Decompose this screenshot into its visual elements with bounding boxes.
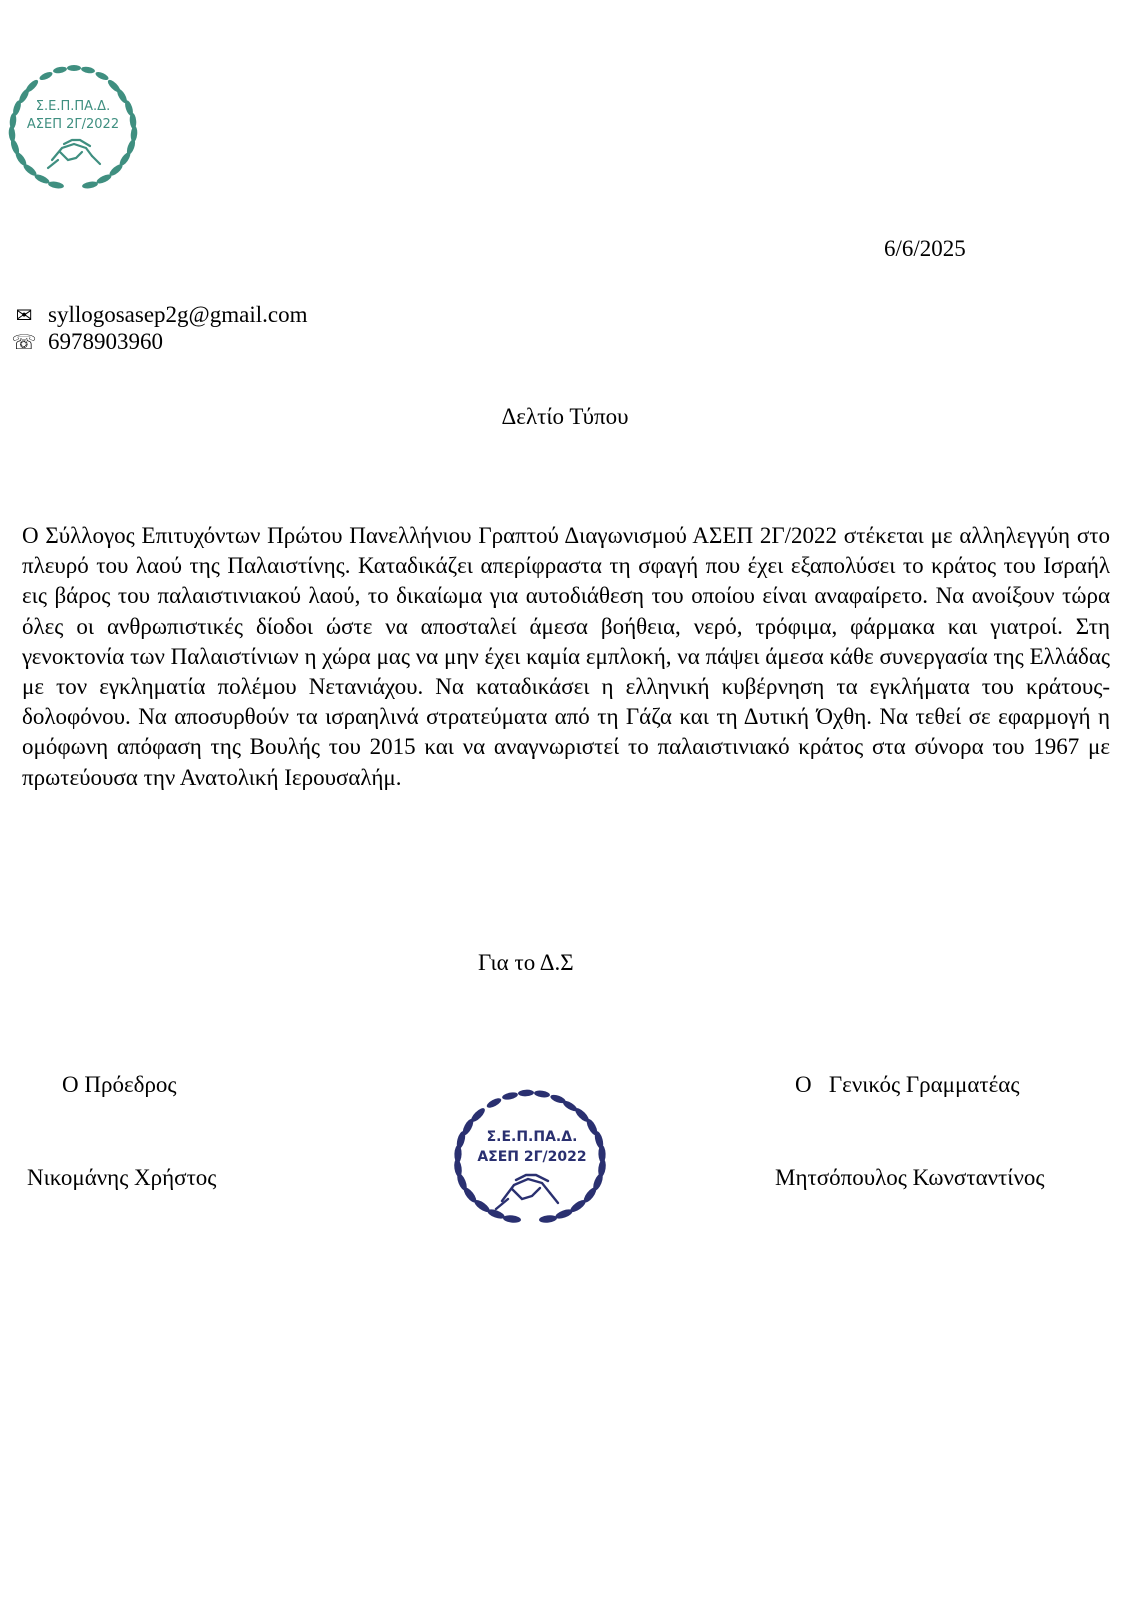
organization-logo <box>2 56 144 198</box>
secretary-name: Μητσόπουλος Κωνσταντίνος <box>775 1165 1045 1190</box>
stamp-handshake-icon <box>496 1175 558 1209</box>
secretary-title: Ο Γενικός Γραμματέας <box>795 1072 1020 1097</box>
for-board-line: Για το Δ.Σ <box>478 950 574 975</box>
president-title: Ο Πρόεδρος <box>62 1072 177 1097</box>
email-address: syllogosasep2g@gmail.com <box>48 302 308 327</box>
contact-email-row <box>10 302 307 328</box>
phone-number: 6978903960 <box>48 329 163 354</box>
telephone-icon: ☏ <box>11 330 37 354</box>
organization-stamp <box>440 1075 620 1235</box>
logo-line-2: ΑΣΕΠ 2Γ/2022 <box>26 117 120 132</box>
logo-line-1: Σ.Ε.Π.ΠΑ.Δ. <box>35 99 111 114</box>
contact-phone-row <box>10 329 163 355</box>
stamp-line-2: ΑΣΕΠ 2Γ/2022 <box>477 1149 587 1165</box>
stamp-wreath <box>440 1075 620 1235</box>
stamp-line-1: Σ.Ε.Π.ΠΑ.Δ. <box>486 1129 578 1145</box>
president-name: Νικομάνης Χρήστος <box>27 1165 217 1190</box>
handshake-icon <box>48 140 100 168</box>
press-release-body: Ο Σύλλογος Επιτυχόντων Πρώτου Πανελλήνιου Γραπτού Διαγωνισμού ΑΣΕΠ 2Γ/2022 στέκεται με αλληλεγγύη στο πλευρό του λαού της Παλαιστίνης. Καταδικάζει απερίφραστα τη σφαγή που έχει εξαπολύσει το κράτος του Ισραήλ εις βάρος του παλαιστινιακού λαού, το δικαίωμα για αυτοδιάθεση του οποίου είναι αναφαίρετο. Να ανοίξουν τώρα όλες οι ανθρωπιστικές δίοδοι ώστε να αποσταλεί άμεσα βοήθεια, νερό, τρόφιμα, φάρμακα και γιατροί. Στη γενοκτονία των Παλαιστίνιων η χώρα μας να μην έχει καμία εμπλοκή, να πάψει άμεσα κάθε συνεργασία της Ελλάδας με τον εγκληματία πολέμου Νετανιάχου. Να καταδικάσει η ελληνική κυβέρνηση τα εγκλήματα του κράτους-δολοφόνου. Να αποσυρθούν τα ισραηλινά στρατεύματα από τη Γάζα και τη Δυτική Όχθη. Να τεθεί σε εφαρμογή η ομόφωνη απόφαση της Βουλής του 2015 και να αναγνωριστεί το παλαιστινιακό κράτος στα σύνορα του 1967 με πρωτεύουσα την Ανατολική Ιερουσαλήμ. <box>22 523 1110 790</box>
laurel-wreath-logo <box>2 56 144 198</box>
envelope-icon: ✉ <box>15 303 33 327</box>
document-title: Δελτίο Τύπου <box>501 404 629 429</box>
document-date: 6/6/2025 <box>884 236 966 261</box>
